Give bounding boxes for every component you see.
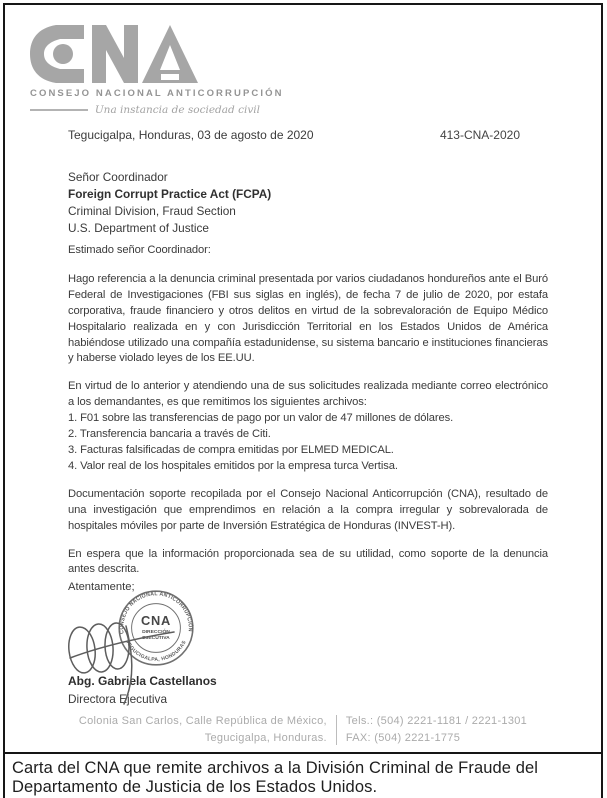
footer-address-line: Colonia San Carlos, Calle República de México, [78,715,327,727]
list-item: 3. Facturas falsificadas de compra emitidas por ELMED MEDICAL. [68,443,394,456]
reference-number: 413-CNA-2020 [439,128,520,142]
stamp-center-line1: DIRECCIÓN [142,629,170,635]
org-name: CONSEJO NACIONAL ANTICORRUPCIÓN [30,88,284,99]
letter-body [68,243,548,590]
footer-phone-line: Tels.: (504) 2221-1181 / 2221-1301 [345,715,528,727]
paragraph: Documentación soporte recopilada por el Consejo Nacional Anticorrupción (CNA), resultado de una investigación que emprendimos en relación a la compra irregular y sobrevalorada de hospitales móviles por parte de Inversión Estratégica de Honduras (INVEST-H). [68,487,548,532]
cna-logo [30,25,284,116]
tagline-rule [30,109,88,111]
date-line: Tegucigalpa, Honduras, 03 de agosto de 2020 [68,128,314,142]
caption-bar [5,752,601,798]
footer-phones [346,713,527,747]
list-item: 4. Valor real de los hospitales emitidos por la empresa turca Vertisa. [68,459,398,472]
org-tagline: Una instancia de sociedad civil [94,104,260,116]
stamp-acronym: CNA [140,612,172,628]
closing: Atentamente; [68,581,135,593]
footer-phone-line: FAX: (504) 2221-1775 [345,732,461,745]
list-item: 1. F01 sobre las transferencias de pago por un valor de 47 millones de dólares. [68,412,454,425]
signature-block [68,581,308,706]
paragraph: En espera que la información proporcionada sea de su utilidad, como soporte de la denuncia antes descrita. [68,547,548,576]
recipient-block [68,169,271,237]
handwritten-signature [60,598,230,708]
recipient-line: Señor Coordinador [68,170,168,184]
recipient-line: Criminal Division, Fraud Section [68,204,236,219]
recipient-line: Foreign Corrupt Practice Act (FCPA) [68,187,272,202]
paragraph: En virtud de lo anterior y atendiendo una de sus solicitudes realizada mediante correo electrónico a los demandantes, es que remitimos los siguientes archivos: [68,380,548,409]
caption-text: Carta del CNA que remite archivos a la División Criminal de Fraude del Departamento de Justicia de los Estados Unidos. [12,759,539,797]
signer-name: Abg. Gabriela Castellanos [68,674,217,688]
stamp-ring-text: CONSEJO NACIONAL ANTICORRUPCIÓN [119,591,193,635]
list-item: 2. Transferencia bancaria a través de Citi. [68,428,271,441]
footer-address [79,713,327,747]
salutation: Estimado señor Coordinador: [68,244,211,256]
recipient-line: U.S. Department of Justice [68,221,209,236]
signer-title: Directora Ejecutiva [68,692,168,706]
letterhead-footer [5,713,601,747]
footer-address-line: Tegucigalpa, Honduras. [204,732,327,745]
stamp-center-line2: EJECUTIVA [142,635,170,641]
stamp-bottom-text: TEGUCIGALPA, HONDURAS [124,639,188,663]
cna-logo-icon [30,25,198,83]
footer-divider [336,715,337,745]
document-frame [3,3,603,798]
paragraph: Hago referencia a la denuncia criminal presentada por varios ciudadanos hondureños ante el Buró Federal de Investigaciones (FBI sus siglas en inglés), de fecha 7 de julio de 2020, por estafa corporativa, fraude financiero y otros delitos en virtud de la sobrevaloración de Equipo Médico Hospitalario realizada en y con Jurisdicción Territorial en los Estados Unidos de América habiéndose utilizado una compañía estadunidense, su sistema bancario e instituciones financieras y haberse violado leyes de los EE.UU. [68,272,548,365]
letter-scan [5,5,601,752]
attachments-list [68,411,548,475]
